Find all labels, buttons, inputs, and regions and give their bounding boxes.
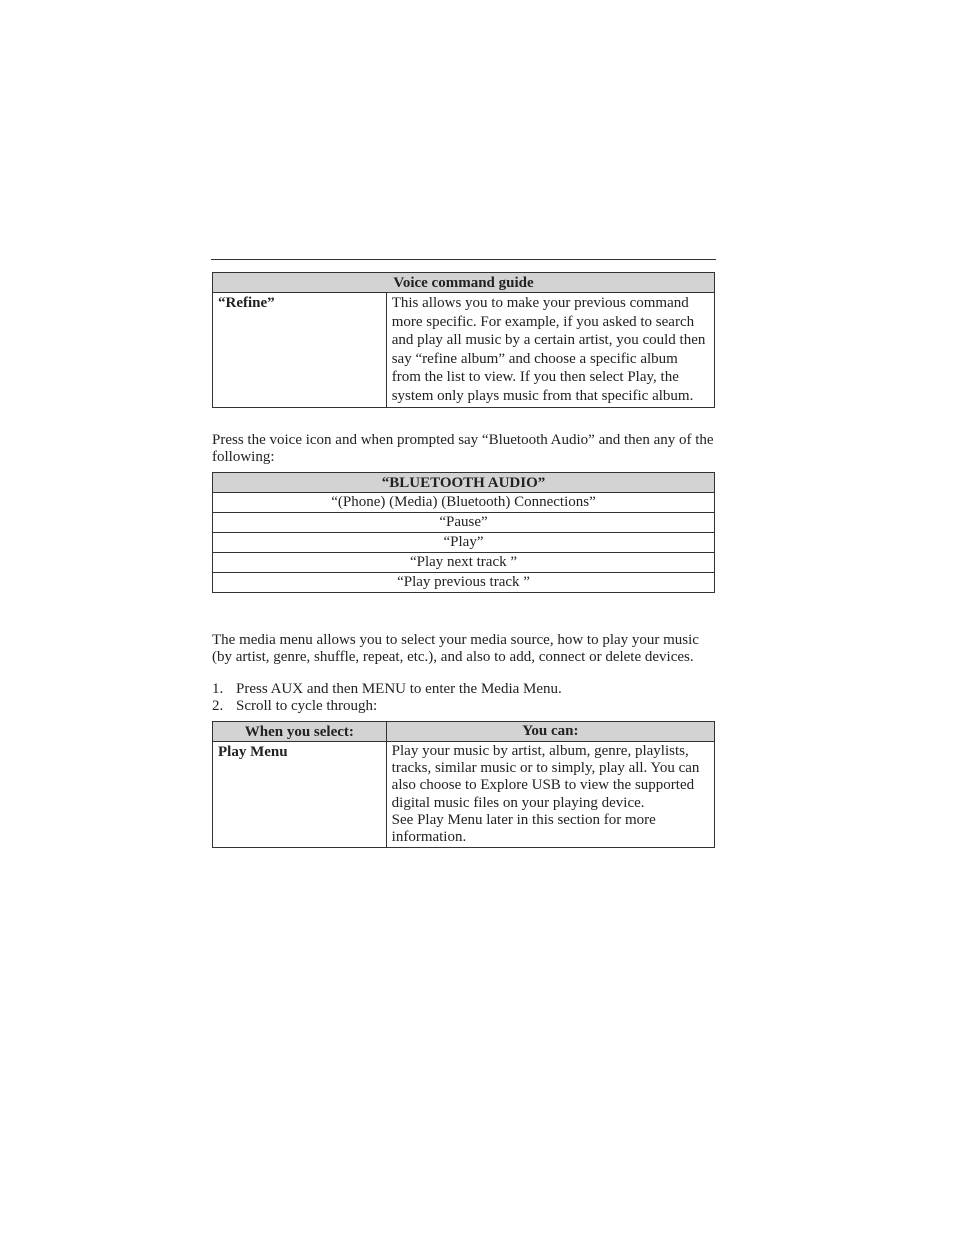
table-row <box>213 493 715 513</box>
top-rule <box>211 259 716 260</box>
table-row <box>213 573 715 593</box>
step-text: Press AUX and then MENU to enter the Media Menu. <box>236 681 562 697</box>
table-row <box>213 513 715 533</box>
step-item <box>212 698 718 715</box>
command-cell: “Refine” <box>213 293 387 408</box>
menu-description-cell <box>386 742 714 848</box>
voice-command-guide-header: Voice command guide <box>213 273 715 293</box>
command-cell: “Play previous track ” <box>213 573 715 593</box>
step-number: 1. <box>212 681 224 697</box>
command-cell: “Play” <box>213 533 715 553</box>
description-cell: This allows you to make your previous command more specific. For example, if you asked to search and play all music by a certain artist, you could then say “refine album” and choose a specific album from the list to view. If you then select Play, the system only plays music from that specific album. <box>386 293 714 408</box>
you-can-header: You can: <box>386 722 714 742</box>
bluetooth-audio-header: “BLUETOOTH AUDIO” <box>213 473 715 493</box>
media-menu-paragraph: The media menu allows you to select your media source, how to play your music (by artist, genre, shuffle, repeat, etc.), and also to add, connect or delete devices. <box>212 632 699 665</box>
bluetooth-intro-paragraph: Press the voice icon and when prompted say “Bluetooth Audio” and then any of the following: <box>212 432 714 465</box>
step-item <box>212 681 718 698</box>
table-row <box>213 533 715 553</box>
voice-command-guide-table <box>212 272 715 408</box>
menu-description-line: See Play Menu later in this section for more information. <box>391 811 656 846</box>
media-menu-table <box>212 721 715 848</box>
when-you-select-header: When you select: <box>213 722 387 742</box>
menu-description-line: Play your music by artist, album, genre, playlists, tracks, similar music or to simply, play all. You can also choose to Explore USB to view the supported digital music files on your playing device. <box>391 743 700 811</box>
command-cell: “Play next track ” <box>213 553 715 573</box>
step-number: 2. <box>212 698 224 714</box>
command-cell: “(Phone) (Media) (Bluetooth) Connections” <box>213 493 715 513</box>
table-row <box>213 293 715 408</box>
menu-option-cell: Play Menu <box>213 742 387 848</box>
table-row <box>213 742 715 848</box>
bluetooth-audio-table <box>212 472 715 593</box>
table-row <box>213 553 715 573</box>
step-text: Scroll to cycle through: <box>236 698 378 714</box>
command-cell: “Pause” <box>213 513 715 533</box>
